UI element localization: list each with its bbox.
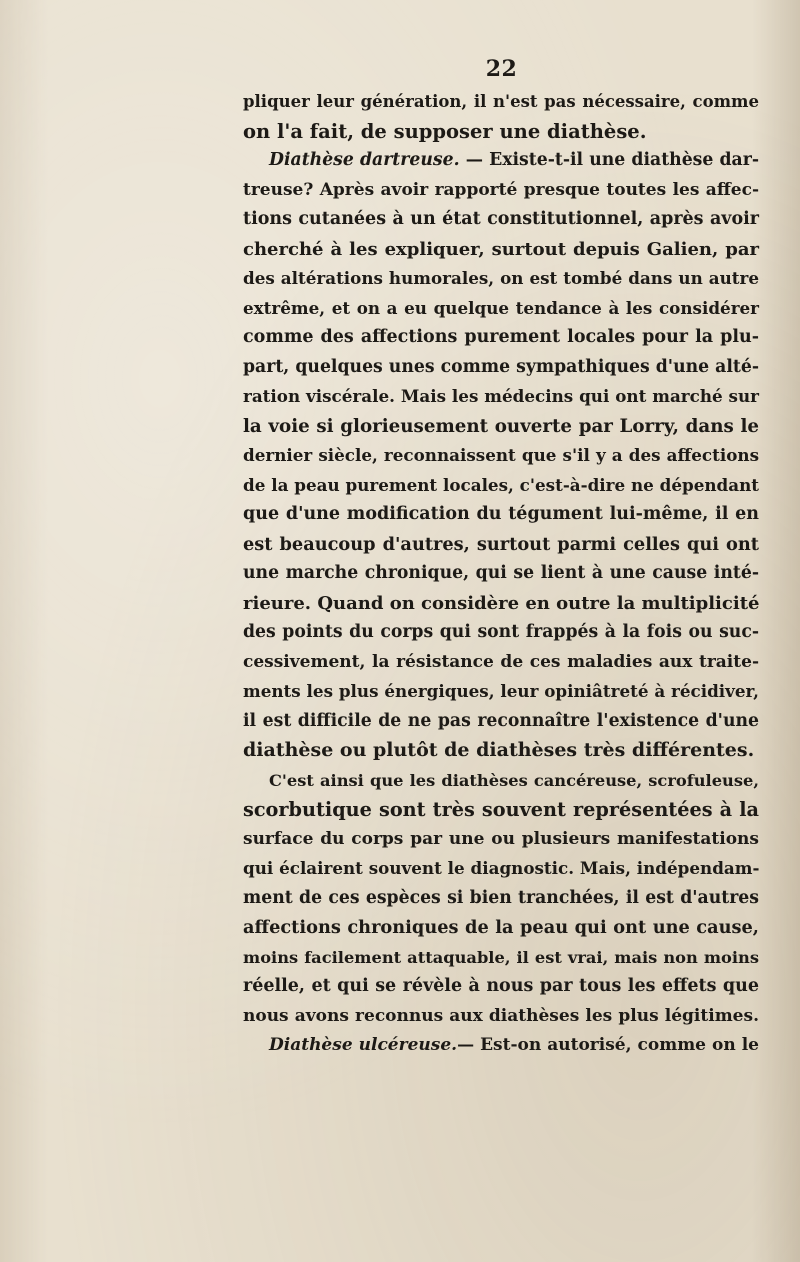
text-line: est beaucoup d'autres, surtout parmi celles qui ont xyxy=(243,533,759,555)
text-line: cherché à les expliquer, surtout depuis Galien, par xyxy=(243,238,759,260)
text-line xyxy=(243,1031,759,1061)
text-line: treuse? Après avoir rapporté presque toutes les affec- xyxy=(243,179,759,200)
section-heading: Diathèse dartreuse. xyxy=(269,150,460,170)
text-line: ment de ces espèces si bien tranchées, il est d'autres xyxy=(243,887,759,908)
text-line: comme des affections purement locales pour la plu- xyxy=(243,327,759,347)
text-line: cessivement, la résistance de ces maladies aux traite- xyxy=(243,651,759,672)
text-line: nous avons reconnus aux diathèses les plus légitimes. xyxy=(243,1005,759,1026)
body-text xyxy=(243,87,759,1061)
text-line: scorbutique sont très souvent représentées à la xyxy=(243,798,759,821)
text-line: extrême, et on a eu quelque tendance à les considérer xyxy=(243,297,759,318)
text-line: on l'a fait, de supposer une diathèse. xyxy=(243,119,647,143)
text-line: dernier siècle, reconnaissent que s'il y a des affections xyxy=(243,445,759,465)
text-line: tions cutanées à un état constitutionnel, après avoir xyxy=(243,209,759,229)
text-line: ments les plus énergiques, leur opiniâtreté à récidiver, xyxy=(243,681,759,701)
text-run: — Est-on autorisé, comme on le xyxy=(457,1035,759,1055)
text-line xyxy=(243,146,759,176)
text-line: la voie si glorieusement ouverte par Lorry, dans le xyxy=(243,415,759,437)
text-run: — Existe-t-il une diathèse dar- xyxy=(459,150,759,170)
text-line: réelle, et qui se révèle à nous par tous les effets que xyxy=(243,976,759,996)
page-number: 22 xyxy=(485,56,518,82)
text-line: des altérations humorales, on est tombé dans un autre xyxy=(243,268,759,288)
text-line: rieure. Quand on considère en outre la multiplicité xyxy=(243,592,760,614)
text-line: affections chroniques de la peau qui ont une cause, xyxy=(243,917,759,938)
text-line: il est difficile de ne pas reconnaître l'existence d'une xyxy=(243,710,759,731)
text-line: moins facilement attaquable, il est vrai, mais non moins xyxy=(243,947,759,967)
text-line: surface du corps par une ou plusieurs manifestations xyxy=(243,828,759,849)
text-line: part, quelques unes comme sympathiques d'une alté- xyxy=(243,356,759,377)
text-line: de la peau purement locales, c'est-à-dire ne dépendant xyxy=(243,474,760,495)
text-line: qui éclairent souvent le diagnostic. Mais, indépendam- xyxy=(243,858,760,878)
text-line: que d'une modification du tégument lui-même, il en xyxy=(243,504,759,524)
text-line: C'est ainsi que les diathèses cancéreuse, scrofuleuse, xyxy=(269,770,759,790)
text-line: une marche chronique, qui se lient à une cause inté- xyxy=(243,563,759,583)
text-line: ration viscérale. Mais les médecins qui ont marché sur xyxy=(243,386,759,406)
text-line: diathèse ou plutôt de diathèses très différentes. xyxy=(243,739,755,761)
text-line: pliquer leur génération, il n'est pas nécessaire, comme xyxy=(243,92,759,111)
section-heading: Diathèse ulcéreuse. xyxy=(269,1035,458,1055)
text-line: des points du corps qui sont frappés à la fois ou suc- xyxy=(243,622,759,642)
